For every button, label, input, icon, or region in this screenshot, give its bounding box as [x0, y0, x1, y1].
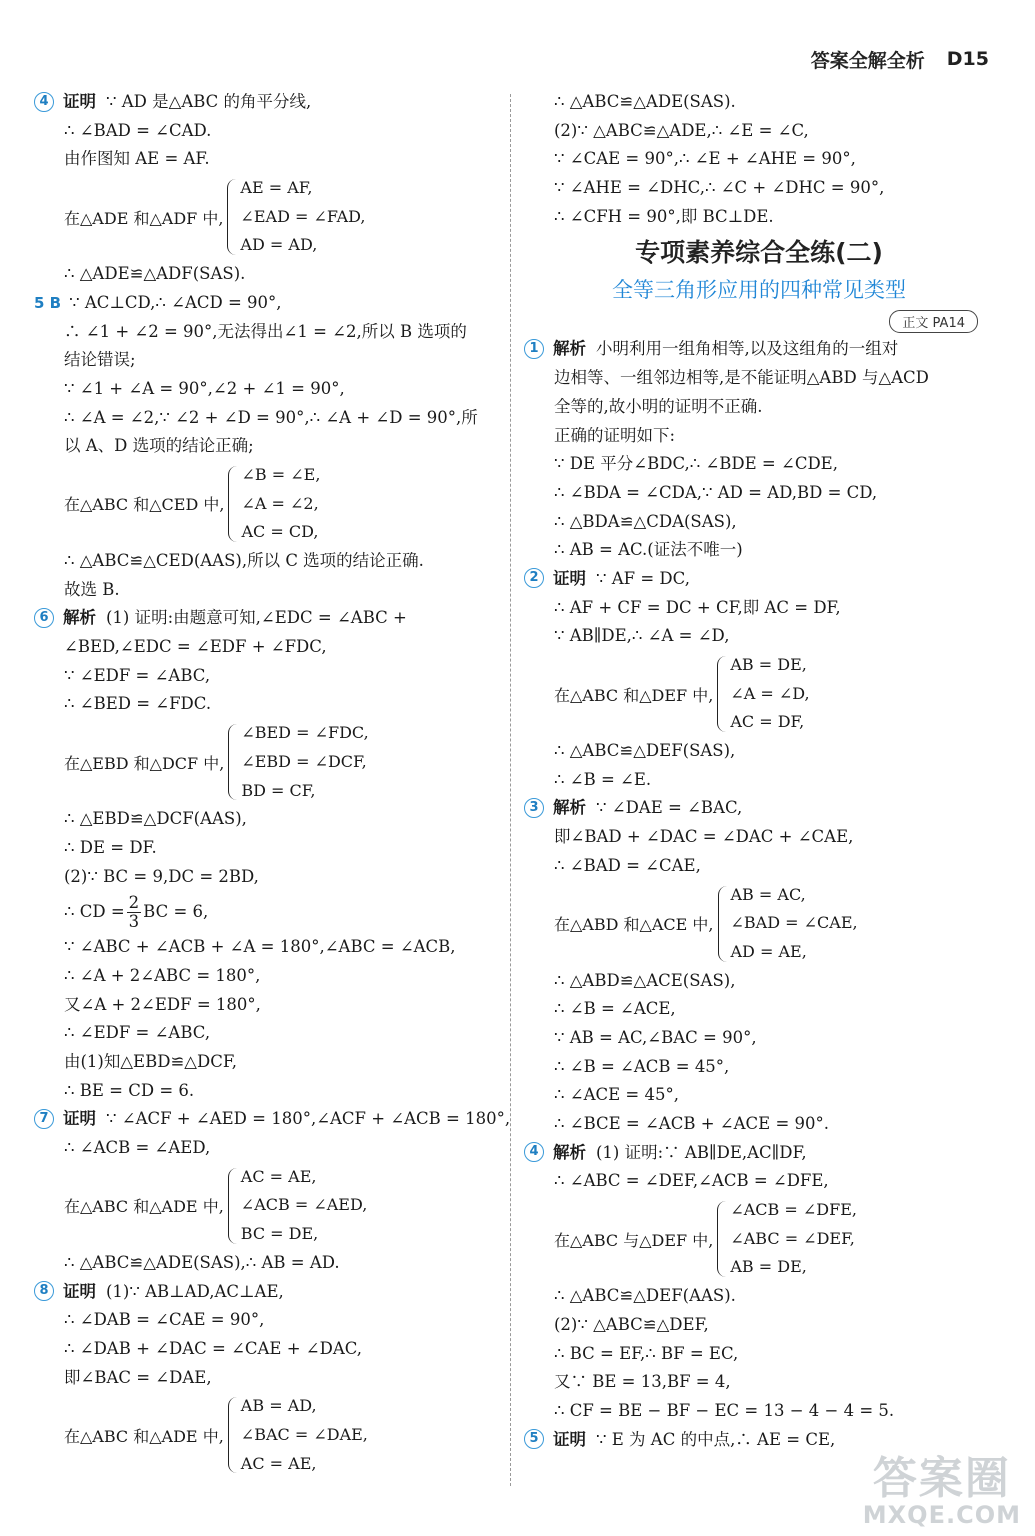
answer-label: 解析	[63, 608, 96, 628]
answer-line: (1) 证明:由题意可知,∠EDC = ∠ABC +	[106, 608, 407, 628]
answer-line: ∠BED,∠EDC = ∠EDF + ∠FDC,	[64, 637, 327, 657]
system-row: ∠BAD = ∠CAE,	[730, 913, 858, 933]
answer-line: ∴ DE = DF.	[64, 837, 157, 857]
answer-line: 全等的,故小明的证明不正确.	[554, 396, 763, 416]
answer-line: (2)∵ △ABC≌△DEF,	[554, 1314, 709, 1334]
answer-8	[34, 1278, 496, 1479]
system-row: ∠A = ∠D,	[730, 683, 810, 703]
answer-line: ∵ AD 是△ABC 的角平分线,	[106, 92, 312, 111]
answer-line: 小明利用一组角相等,以及这组角的一组对	[596, 339, 899, 359]
question-number-badge: 7	[34, 1109, 54, 1129]
question-number-badge: 8	[34, 1281, 54, 1301]
answer-3	[524, 794, 994, 1138]
answer-line: 正确的证明如下:	[554, 425, 676, 445]
answer-line: ∴ △ABC≌△ADE(SAS).	[554, 92, 736, 111]
question-number-badge: 6	[34, 608, 54, 628]
answer-label: 证明	[63, 1109, 96, 1129]
answer-line: ∴ ∠BDA = ∠CDA,∵ AD = AD,BD = CD,	[554, 482, 878, 502]
answer-5	[34, 289, 496, 605]
column-divider	[510, 94, 511, 1486]
answer-8-continued	[524, 88, 994, 231]
answer-line: ∴ ∠BCE = ∠ACB + ∠ACE = 90°.	[554, 1114, 830, 1133]
equation-system	[34, 174, 496, 260]
answer-line: ∴ ∠CFH = 90°,即 BC⊥DE.	[554, 206, 774, 226]
answer-line: 故选 B.	[64, 579, 120, 599]
system-row: AC = AE,	[240, 1453, 317, 1473]
equation-system	[34, 719, 496, 805]
answer-line: 由(1)知△EBD≌△DCF,	[64, 1052, 237, 1071]
system-row: AB = DE,	[730, 1257, 807, 1277]
answer-line: ∴ ∠DAB + ∠DAC = ∠CAE + ∠DAC,	[64, 1338, 363, 1358]
brace	[717, 1201, 727, 1277]
brace	[718, 886, 728, 962]
answer-5-right	[524, 1426, 994, 1455]
answer-line: ∵ ∠ABC + ∠ACB + ∠A = 180°,∠ABC = ∠ACB,	[64, 937, 456, 957]
answer-line: ∴ BC = EF,∴ BF = EC,	[554, 1343, 739, 1363]
answer-line: 又∠A + 2∠EDF = 180°,	[64, 994, 261, 1014]
right-column	[524, 88, 994, 1454]
system-prefix: 在△ABC 和△ADE 中,	[64, 1426, 224, 1446]
answer-4-right	[524, 1139, 994, 1426]
equation-system	[524, 651, 994, 737]
answer-line: ∵ ∠EDF = ∠ABC,	[64, 665, 211, 685]
answer-line: ∵ ∠AHE = ∠DHC,∴ ∠C + ∠DHC = 90°,	[554, 178, 885, 198]
answer-line: (1)∵ AB⊥AD,AC⊥AE,	[106, 1281, 284, 1301]
watermark-url: MXQE.COM	[862, 1501, 1021, 1529]
answer-line: 结论错误;	[64, 350, 136, 370]
equation-system	[34, 1392, 496, 1478]
question-number-badge: 4	[524, 1142, 544, 1162]
answer-7	[34, 1105, 511, 1277]
answer-line: ∴ ∠A = ∠2,∵ ∠2 + ∠D = 90°,∴ ∠A + ∠D = 90°,所	[64, 407, 478, 427]
equation-system	[34, 461, 496, 547]
answer-line: ∴ CF = BE − BF − EC = 13 − 4 − 4 = 5.	[554, 1400, 895, 1420]
question-number-badge: 5	[524, 1429, 544, 1449]
system-row: ∠EAD = ∠FAD,	[240, 206, 366, 226]
answer-line: ∴ △ABD≌△ACE(SAS),	[554, 970, 736, 990]
answer-1	[524, 335, 994, 565]
system-row: ∠BAC = ∠DAE,	[240, 1424, 368, 1444]
system-row: ∠A = ∠2,	[241, 493, 319, 513]
system-row: AC = DF,	[730, 712, 805, 732]
answer-line: ∴ ∠DAB = ∠CAE = 90°,	[64, 1310, 265, 1330]
system-row: ∠EBD = ∠DCF,	[241, 751, 367, 771]
answer-line: ∴ ∠B = ∠ACB = 45°,	[554, 1056, 730, 1076]
section-title: 专项素养综合全练(二)	[635, 238, 883, 268]
answer-line: ∴ △ABC≌△DEF(AAS).	[554, 1286, 736, 1306]
answer-2	[524, 565, 994, 795]
answer-line: (2)∵ △ABC≌△ADE,∴ ∠E = ∠C,	[554, 120, 809, 140]
left-column	[34, 88, 511, 1478]
answer-6	[34, 604, 496, 1105]
reference-row	[524, 307, 994, 335]
answer-line: ∵ E 为 AC 的中点,∴ AE = CE,	[596, 1429, 836, 1449]
fraction-suffix: BC = 6,	[143, 902, 209, 922]
answer-line: (2)∵ BC = 9,DC = 2BD,	[64, 866, 259, 886]
question-number-badge: 2	[524, 568, 544, 588]
page-reference-tag: 正文 PA14	[889, 310, 978, 333]
answer-line: ∴ AB = AC.(证法不唯一)	[554, 540, 743, 560]
equation-system	[524, 1196, 994, 1282]
question-number-badge: 5 B	[34, 293, 62, 312]
section-subtitle: 全等三角形应用的四种常见类型	[612, 278, 906, 303]
answer-4	[34, 88, 496, 289]
answer-line: ∴ ∠ABC = ∠DEF,∠ACB = ∠DFE,	[554, 1171, 829, 1191]
answer-line: ∴ ∠1 + ∠2 = 90°,无法得出∠1 = ∠2,所以 B 选项的	[64, 321, 467, 341]
question-number-badge: 1	[524, 339, 544, 359]
system-row: AC = AE,	[240, 1166, 317, 1186]
system-row: AE = AF,	[240, 178, 313, 198]
watermark-logo	[862, 1453, 1021, 1529]
brace	[228, 1397, 238, 1473]
system-prefix: 在△ABC 和△CED 中,	[64, 495, 225, 515]
brace	[228, 466, 238, 542]
brace	[228, 724, 238, 800]
answer-label: 证明	[553, 1429, 586, 1449]
system-prefix: 在△ABC 和△ADE 中,	[64, 1197, 224, 1217]
watermark-text: 答案圈	[872, 1453, 1011, 1504]
answer-line: ∴ △ABC≌△CED(AAS),所以 C 选项的结论正确.	[64, 551, 424, 570]
answer-line: ∴ △ADE≌△ADF(SAS).	[64, 264, 246, 284]
answer-line: 以 A、D 选项的结论正确;	[64, 436, 254, 456]
answer-line: ∴ ∠ACB = ∠AED,	[64, 1138, 211, 1158]
answer-label: 证明	[63, 1281, 96, 1301]
answer-line: 又∵ BE = 13,BF = 4,	[554, 1372, 731, 1392]
answer-line: ∵ ∠DAE = ∠BAC,	[596, 798, 743, 818]
system-row: ∠B = ∠E,	[241, 464, 321, 484]
answer-line: ∴ ∠ACE = 45°,	[554, 1085, 679, 1105]
answer-line: ∴ ∠B = ∠E.	[554, 769, 652, 789]
answer-line: ∵ DE 平分∠BDC,∴ ∠BDE = ∠CDE,	[554, 454, 838, 474]
answer-label: 证明	[63, 92, 96, 111]
system-prefix: 在△ABC 和△DEF 中,	[554, 685, 714, 705]
page-number: D15	[946, 48, 989, 70]
answer-line: ∵ AF = DC,	[596, 568, 690, 588]
answer-line: ∴ BE = CD = 6.	[64, 1080, 195, 1100]
answer-line: ∴ △EBD≌△DCF(AAS),	[64, 809, 247, 829]
fraction	[127, 894, 142, 931]
fraction-numerator: 2	[128, 893, 140, 913]
system-row: AB = AC,	[730, 884, 806, 904]
answer-line: (1) 证明:∵ AB∥DE,AC∥DF,	[596, 1142, 807, 1162]
system-row: AC = CD,	[241, 522, 319, 542]
brace	[717, 656, 727, 732]
answer-line: ∴ ∠B = ∠ACE,	[554, 999, 676, 1019]
page-header	[811, 46, 989, 72]
system-row: ∠ABC = ∠DEF,	[730, 1228, 855, 1248]
answer-line: ∵ ∠CAE = 90°,∴ ∠E + ∠AHE = 90°,	[554, 149, 856, 169]
system-row: AB = AD,	[240, 1396, 317, 1416]
system-row: ∠ACB = ∠DFE,	[730, 1200, 857, 1220]
answer-line: ∵ AB = AC,∠BAC = 90°,	[554, 1027, 757, 1047]
fraction-denominator: 3	[128, 912, 140, 932]
answer-line: ∵ ∠1 + ∠A = 90°,∠2 + ∠1 = 90°,	[64, 378, 345, 398]
system-prefix: 在△ABC 与△DEF 中,	[554, 1230, 714, 1250]
answer-line: ∴ ∠BED = ∠FDC.	[64, 694, 212, 714]
fraction-line	[34, 891, 496, 933]
system-row: AD = AE,	[730, 941, 807, 961]
system-prefix: 在△ADE 和△ADF 中,	[64, 208, 224, 228]
answer-line: 即∠BAC = ∠DAE,	[64, 1367, 212, 1387]
system-row: ∠BED = ∠FDC,	[241, 723, 369, 743]
answer-line: 即∠BAD + ∠DAC = ∠DAC + ∠CAE,	[554, 827, 854, 847]
system-row: BC = DE,	[240, 1224, 319, 1244]
answer-line: ∴ △ABC≌△ADE(SAS),∴ AB = AD.	[64, 1252, 340, 1272]
answer-line: ∴ ∠A + 2∠ABC = 180°,	[64, 965, 261, 985]
answer-label: 解析	[553, 1142, 586, 1162]
system-prefix: 在△ABD 和△ACE 中,	[554, 915, 714, 935]
system-row: ∠ACB = ∠AED,	[240, 1195, 368, 1215]
answer-line: ∵ ∠ACF + ∠AED = 180°,∠ACF + ∠ACB = 180°,	[106, 1109, 511, 1129]
equation-system	[34, 1163, 496, 1249]
header-title: 答案全解全析	[810, 49, 925, 72]
brace	[227, 179, 237, 255]
answer-label: 证明	[553, 568, 586, 588]
answer-line: ∴ ∠EDF = ∠ABC,	[64, 1023, 211, 1043]
answer-line: ∴ ∠BAD = ∠CAE,	[554, 855, 701, 875]
answer-label: 解析	[553, 339, 586, 359]
brace	[228, 1168, 238, 1244]
answer-line: ∴ △ABC≌△DEF(SAS),	[554, 741, 736, 761]
equation-system	[524, 881, 994, 967]
answer-line: ∴ ∠BAD = ∠CAD.	[64, 120, 212, 140]
answer-line: 由作图知 AE = AF.	[64, 149, 210, 169]
system-row: AD = AD,	[240, 235, 318, 255]
answer-line: ∴ AF + CF = DC + CF,即 AC = DF,	[554, 597, 841, 617]
answer-label: 解析	[553, 798, 586, 818]
answer-line: 边相等、一组邻边相等,是不能证明△ABD 与△ACD	[554, 368, 929, 388]
question-number-badge: 3	[524, 798, 544, 818]
system-row: BD = CF,	[241, 780, 316, 800]
system-row: AB = DE,	[730, 655, 807, 674]
answer-line: ∵ AB∥DE,∴ ∠A = ∠D,	[554, 626, 730, 646]
answer-line: ∵ AC⊥CD,∴ ∠ACD = 90°,	[69, 292, 282, 312]
question-number-badge: 4	[34, 92, 54, 112]
system-prefix: 在△EBD 和△DCF 中,	[64, 753, 225, 773]
fraction-prefix: ∴ CD =	[64, 902, 125, 922]
answer-line: ∴ △BDA≌△CDA(SAS),	[554, 511, 737, 531]
